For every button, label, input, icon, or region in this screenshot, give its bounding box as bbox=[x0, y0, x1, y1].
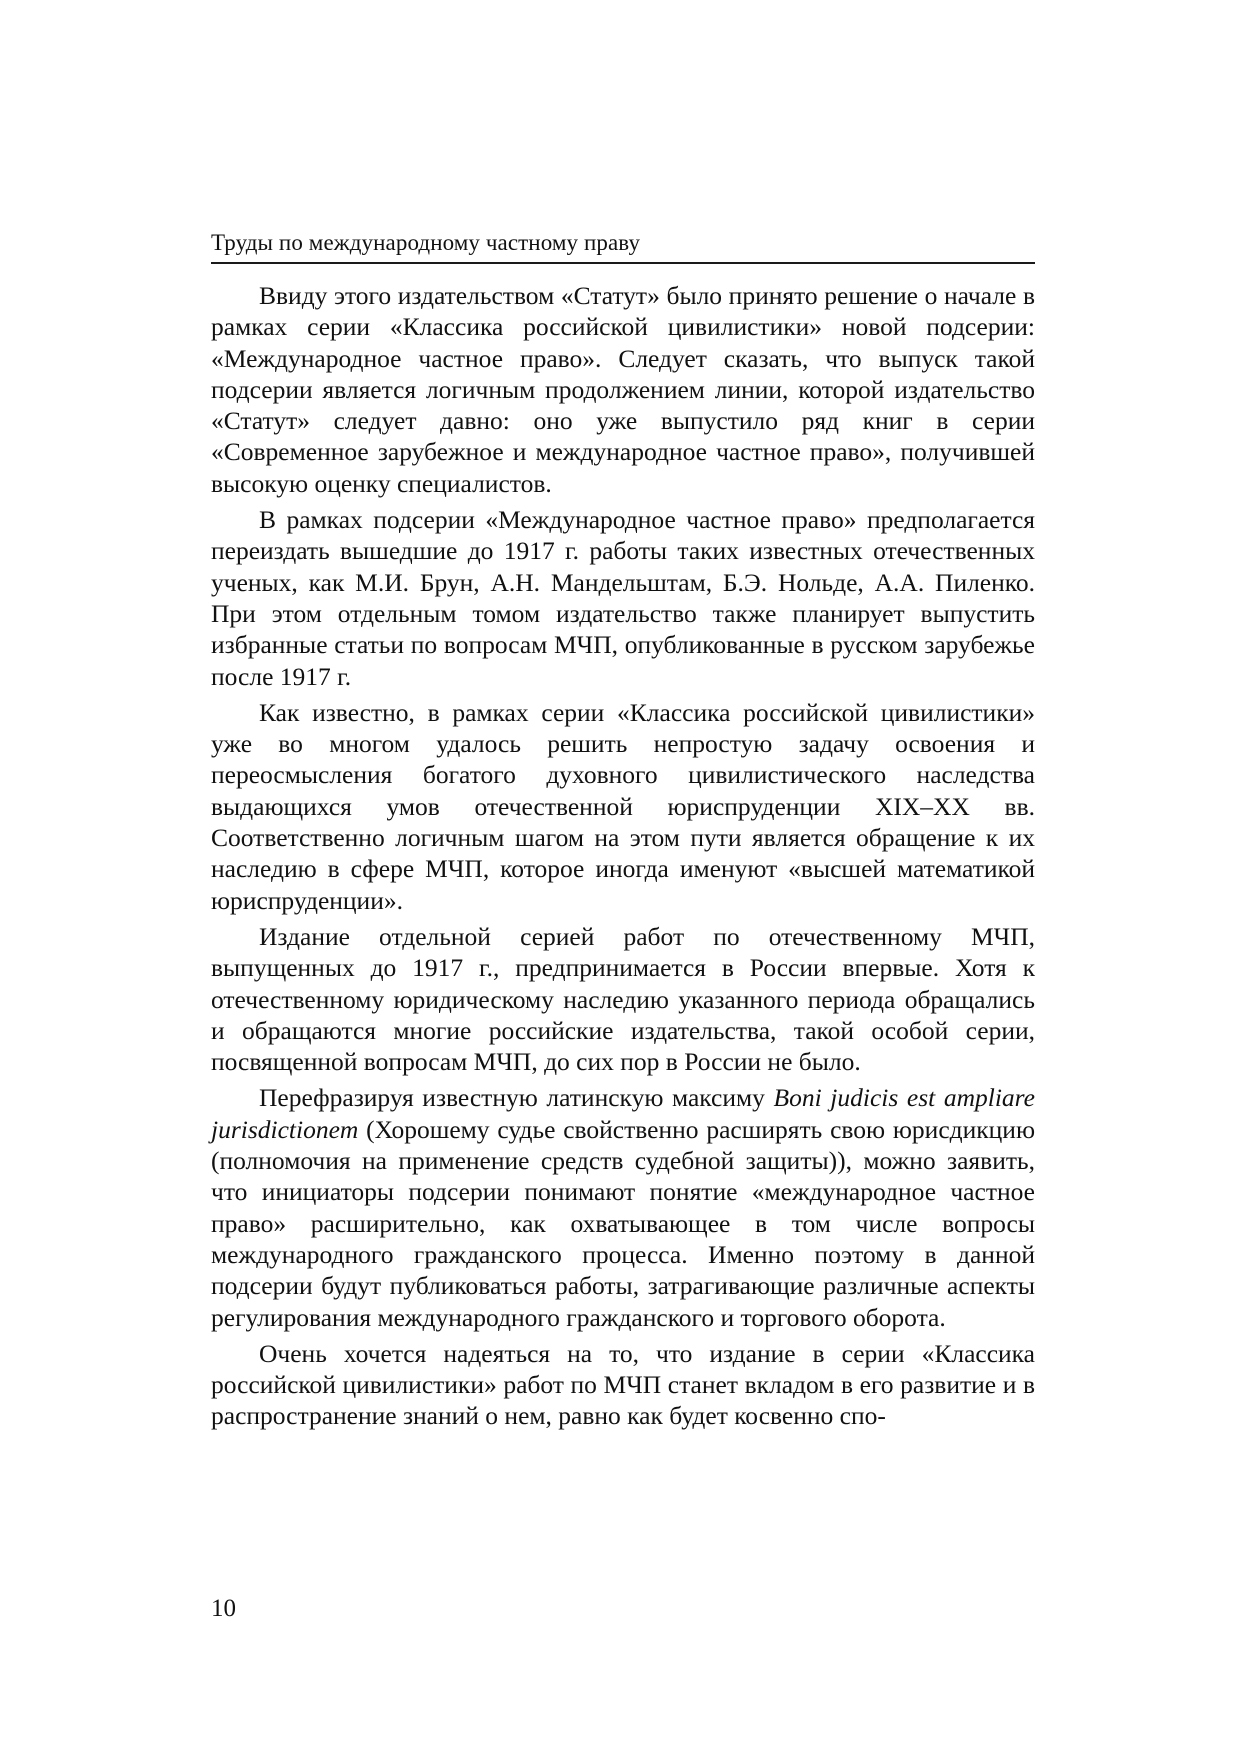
latin-maxim: Boni judicis est ampliare jurisdictionem bbox=[211, 1083, 1035, 1144]
body-text bbox=[211, 280, 1035, 1437]
page-number: 10 bbox=[211, 1595, 236, 1622]
paragraph-1: Ввиду этого издательством «Статут» было принято решение о начале в рамках серии «Классика российской цивилистики» новой подсерии: «Международное частное право». Следует сказать, что выпуск такой подсерии является логичным продолжением линии, которой издательство «Статут» следует давно: оно уже выпустило ряд книг в серии «Современное зарубежное и международное частное право», получившей высокую оценку специалистов. bbox=[211, 281, 1035, 498]
paragraph-6: Очень хочется надеяться на то, что издание в серии «Классика российской цивилистики» работ по МЧП станет вкладом в его развитие и в распространение знаний о нем, равно как будет косвенно спо- bbox=[211, 1338, 1035, 1431]
paragraph-5 bbox=[211, 1082, 1035, 1332]
paragraph-5-rest: (Хорошему судье свойственно расширять свою юрисдикцию (полномочия на применение средств судебной защиты)), можно заявить, что инициаторы подсерии понимают понятие «международное частное право» расширительно, как охватывающее в том числе вопросы международного гражданского процесса. Именно поэтому в данной подсерии будут публиковаться работы, затрагивающие различные аспекты регулирования международного гражданского и торгового оборота. bbox=[211, 1114, 1035, 1332]
paragraph-3: Как известно, в рамках серии «Классика российской цивилистики» уже во многом удалось решить непростую задачу освоения и переосмысления богатого духовного цивилистического наследства выдающихся умов отечественной юриспруденции XIX–XX вв. Соответственно логичным шагом на этом пути является обращение к их наследию в сфере МЧП, которое иногда именуют «высшей математикой юриспруденции». bbox=[211, 697, 1035, 915]
paragraph-5-lead: Перефразируя известную латинскую максиму bbox=[259, 1083, 774, 1113]
header-rule bbox=[211, 262, 1035, 264]
running-header: Труды по международному частному праву bbox=[211, 230, 641, 255]
paragraph-2: В рамках подсерии «Международное частное право» предполагается переиздать вышедшие до 1917 г. работы таких известных отечественных ученых, как М.И. Брун, А.Н. Мандельштам, Б.Э. Нольде, А.А. Пиленко. При этом отдельным томом издательство также планирует выпустить избранные статьи по вопросам МЧП, опубликованные в русском зарубежье после 1917 г. bbox=[211, 505, 1035, 691]
paragraph-4: Издание отдельной серией работ по отечественному МЧП, выпущенных до 1917 г., предпринимается в России впервые. Хотя к отечественному юридическому наследию указанного периода обращались и обращаются многие российские издательства, такой особой серии, посвященной вопросам МЧП, до сих пор в России не было. bbox=[211, 921, 1035, 1077]
